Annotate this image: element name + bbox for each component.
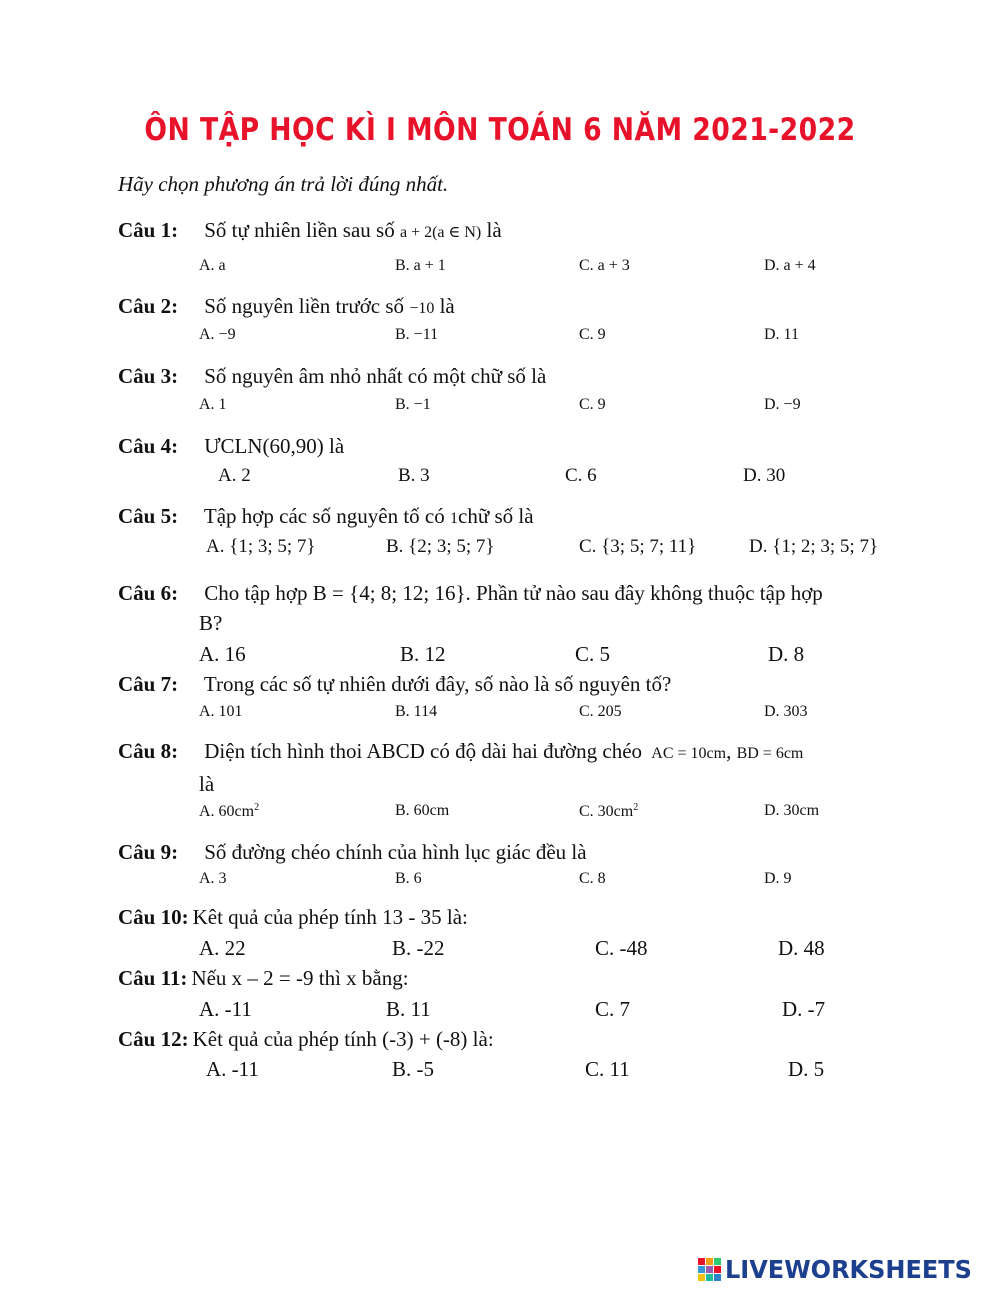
option-d[interactable]: D. 30cm xyxy=(764,802,820,819)
question-label: Câu 7: xyxy=(118,672,179,696)
question-12 xyxy=(118,1027,494,1052)
option-d[interactable]: D. 30 xyxy=(743,465,786,486)
option-b[interactable]: B. 11 xyxy=(386,997,431,1021)
option-b[interactable]: B. −11 xyxy=(395,326,439,343)
option-a[interactable]: A. 2 xyxy=(218,465,251,486)
question-text: Số đường chéo chính của hình lục giác đều là xyxy=(204,840,587,864)
option-c[interactable]: C. -48 xyxy=(595,936,648,960)
question-2 xyxy=(118,294,455,319)
option-d[interactable]: D. 8 xyxy=(768,642,805,666)
question-continuation: B? xyxy=(199,611,223,635)
option-d[interactable]: D. 5 xyxy=(788,1057,825,1081)
question-text: Diện tích hình thoi ABCD có độ dài hai đường chéo xyxy=(204,739,643,763)
option-b[interactable]: B. -22 xyxy=(392,936,445,960)
option-c[interactable]: C. 8 xyxy=(579,870,606,887)
question-label: Câu 10: xyxy=(118,905,189,929)
question-label: Câu 8: xyxy=(118,739,179,763)
option-a[interactable]: A. 22 xyxy=(199,936,246,960)
question-6 xyxy=(118,581,823,606)
option-a[interactable]: A. -11 xyxy=(206,1057,259,1081)
question-text: Cho tập hợp B = {4; 8; 12; 16}. Phần tử nào sau đây không thuộc tập hợp xyxy=(204,581,823,605)
option-c[interactable]: C. 205 xyxy=(579,703,622,720)
question-5 xyxy=(118,504,534,529)
superscript: 2 xyxy=(633,802,639,813)
question-tail: là xyxy=(439,294,455,318)
liveworksheets-footer xyxy=(698,1254,982,1284)
option-a[interactable]: A. {1; 3; 5; 7} xyxy=(206,536,316,557)
option-c[interactable]: C. 6 xyxy=(565,465,597,486)
superscript: 2 xyxy=(254,802,260,813)
option-b[interactable]: B. 114 xyxy=(395,703,438,720)
question-label: Câu 2: xyxy=(118,294,179,318)
option-a[interactable]: A. 16 xyxy=(199,642,246,666)
option-c[interactable]: C. 5 xyxy=(575,642,611,666)
option-c[interactable]: C. {3; 5; 7; 11} xyxy=(579,536,697,557)
option-a[interactable]: A. 3 xyxy=(199,870,227,887)
question-label: Câu 6: xyxy=(118,581,179,605)
question-math-2: BD = 6cm xyxy=(736,745,804,762)
page-title: ÔN TẬP HỌC KÌ I MÔN TOÁN 6 NĂM 2021-2022 xyxy=(144,112,856,148)
question-3 xyxy=(118,364,546,389)
option-a[interactable]: A. -11 xyxy=(199,997,252,1021)
question-1 xyxy=(118,218,502,243)
question-9 xyxy=(118,840,587,865)
option-c[interactable]: C. 9 xyxy=(579,396,606,413)
option-b[interactable]: B. −1 xyxy=(395,396,431,413)
question-math: 1 xyxy=(450,510,458,527)
question-text: Số nguyên liền trước số xyxy=(204,294,405,318)
option-c[interactable]: C. $30cm^2$ xyxy=(579,802,639,820)
option-b[interactable]: B. 3 xyxy=(398,465,430,486)
option-d[interactable]: D. 9 xyxy=(764,870,792,887)
question-text: Số tự nhiên liền sau số xyxy=(204,218,395,242)
option-b[interactable]: B. 12 xyxy=(400,642,446,666)
question-text: ƯCLN(60,90) là xyxy=(204,434,345,458)
brand-name: LIVEWORKSHEETS xyxy=(725,1254,972,1284)
question-text: Kêt quả của phép tính 13 - 35 là: xyxy=(192,905,468,929)
option-b[interactable]: B. 60cm xyxy=(395,802,450,819)
option-a[interactable]: A. −9 xyxy=(199,326,236,343)
question-label: Câu 1: xyxy=(118,218,179,242)
question-label: Câu 5: xyxy=(118,504,179,528)
question-7 xyxy=(118,672,671,697)
question-10 xyxy=(118,905,468,930)
question-tail: chữ số là xyxy=(458,504,534,528)
option-d[interactable]: D. 48 xyxy=(778,936,825,960)
option-a[interactable]: A. a xyxy=(199,257,226,274)
question-label: Câu 11: xyxy=(118,966,188,990)
option-c[interactable]: C. a + 3 xyxy=(579,257,630,274)
option-b[interactable]: B. 6 xyxy=(395,870,422,887)
option-d[interactable]: D. 11 xyxy=(764,326,799,343)
liveworksheets-logo-icon xyxy=(698,1258,721,1281)
option-c[interactable]: C. 7 xyxy=(595,997,631,1021)
option-d[interactable]: D. a + 4 xyxy=(764,257,816,274)
instruction: Hãy chọn phương án trả lời đúng nhất. xyxy=(118,172,449,196)
option-b[interactable]: B. {2; 3; 5; 7} xyxy=(386,536,495,557)
question-11 xyxy=(118,966,409,991)
option-c[interactable]: C. 9 xyxy=(579,326,606,343)
question-label: Câu 12: xyxy=(118,1027,189,1051)
option-b[interactable]: B. -5 xyxy=(392,1057,434,1081)
question-tail: là xyxy=(486,218,502,242)
option-d[interactable]: D. 303 xyxy=(764,703,808,720)
question-text: Tập hợp các số nguyên tố có xyxy=(203,504,445,528)
option-d[interactable]: D. {1; 2; 3; 5; 7} xyxy=(749,536,879,557)
option-d[interactable]: D. −9 xyxy=(764,396,801,413)
question-continuation: là xyxy=(199,772,215,796)
question-math: a + 2(a ∈ N) xyxy=(399,224,482,241)
question-text: Nếu x – 2 = -9 thì x bằng: xyxy=(191,966,409,990)
option-c[interactable]: C. 11 xyxy=(585,1057,630,1081)
question-text: Trong các số tự nhiên dưới đây, số nào là số nguyên tố? xyxy=(203,672,672,696)
question-math: AC = 10cm xyxy=(651,745,727,762)
option-a[interactable]: A. 1 xyxy=(199,396,227,413)
question-text: Số nguyên âm nhỏ nhất có một chữ số là xyxy=(204,364,547,388)
question-label: Câu 3: xyxy=(118,364,179,388)
option-a[interactable]: A. $60cm^2$ xyxy=(199,802,260,820)
question-label: Câu 9: xyxy=(118,840,179,864)
option-d[interactable]: D. -7 xyxy=(782,997,826,1021)
question-4 xyxy=(118,434,344,459)
option-b[interactable]: B. a + 1 xyxy=(395,257,446,274)
question-label: Câu 4: xyxy=(118,434,179,458)
question-math: −10 xyxy=(409,300,435,317)
question-8: Câu 8: Diện tích hình thoi ABCD có độ dài hai đường chéo AC = 10cm, BD = 6cm xyxy=(118,739,804,763)
question-text: Kêt quả của phép tính (-3) + (-8) là: xyxy=(192,1027,494,1051)
option-a[interactable]: A. 101 xyxy=(199,703,243,720)
